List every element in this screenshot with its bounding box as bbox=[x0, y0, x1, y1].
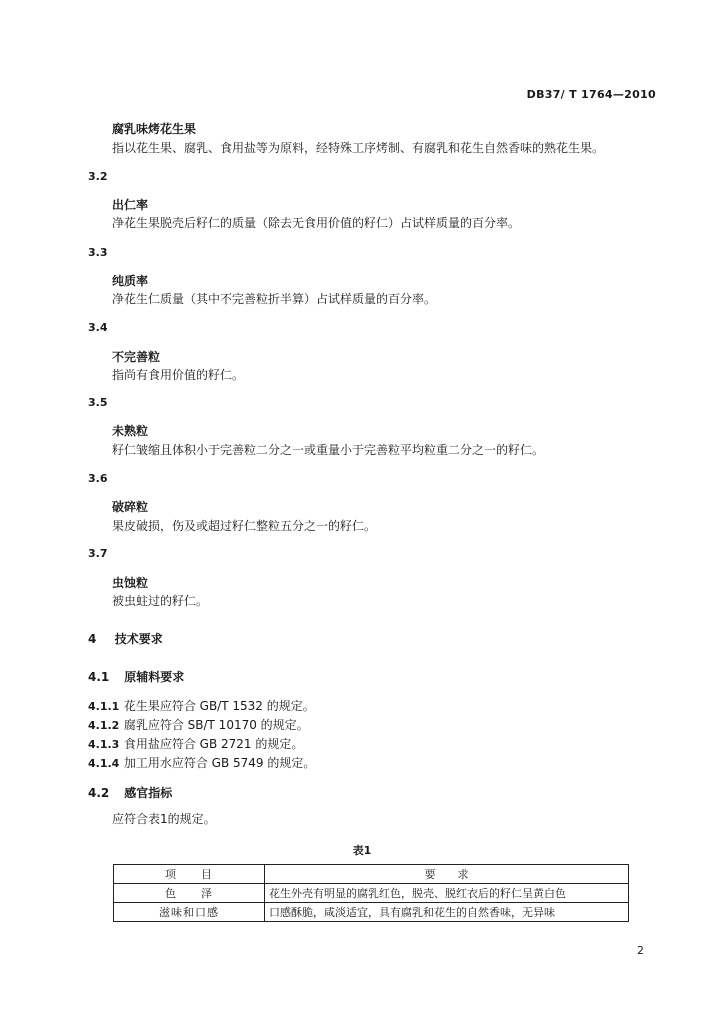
term-title: 未熟粒 bbox=[112, 424, 149, 438]
clause-number: 3.4 bbox=[88, 321, 108, 334]
item-text: 腐乳应符合 SB/T 10170 的规定。 bbox=[123, 718, 309, 732]
item-text: 食用盐应符合 GB 2721 的规定。 bbox=[123, 737, 304, 751]
clause-number: 3.5 bbox=[88, 396, 108, 409]
section-heading bbox=[88, 630, 163, 647]
clause-number: 3.6 bbox=[88, 472, 108, 485]
paragraph: 应符合表1的规定。 bbox=[112, 812, 216, 826]
item-text: 花生果应符合 GB/T 1532 的规定。 bbox=[123, 699, 315, 713]
section-number: 4 bbox=[88, 632, 97, 646]
section-title: 技术要求 bbox=[114, 632, 163, 646]
list-item bbox=[88, 754, 315, 771]
term-definition: 净花生果脱壳后籽仁的质量（除去无食用价值的籽仁）占试样质量的百分率。 bbox=[112, 216, 521, 230]
subsection-heading bbox=[88, 668, 184, 685]
list-item bbox=[88, 735, 303, 752]
subsection-number: 4.1 bbox=[88, 670, 110, 684]
item-number: 4.1.4 bbox=[88, 757, 120, 770]
table-caption: 表1 bbox=[352, 844, 372, 857]
subsection-number: 4.2 bbox=[88, 786, 110, 800]
term-definition: 净花生仁质量（其中不完善粒折半算）占试样质量的百分率。 bbox=[112, 292, 437, 306]
item-number: 4.1.1 bbox=[88, 700, 120, 713]
list-item bbox=[88, 697, 315, 714]
term-title: 出仁率 bbox=[112, 198, 149, 212]
item-text: 加工用水应符合 GB 5749 的规定。 bbox=[123, 756, 316, 770]
table-header-cell: 要 求 bbox=[265, 865, 629, 884]
term-title: 不完善粒 bbox=[112, 350, 161, 364]
subsection-title: 感官指标 bbox=[124, 786, 173, 800]
document-code: DB37/ T 1764—2010 bbox=[526, 88, 656, 101]
clause-number: 3.3 bbox=[88, 246, 108, 259]
term-title: 虫蚀粒 bbox=[112, 576, 149, 590]
term-title: 腐乳味烤花生果 bbox=[112, 122, 197, 136]
term-definition: 被虫蛀过的籽仁。 bbox=[112, 594, 209, 608]
term-definition: 指尚有食用价值的籽仁。 bbox=[112, 368, 245, 382]
subsection-title: 原辅料要求 bbox=[124, 670, 185, 684]
term-definition: 籽仁皱缩且体积小于完善粒二分之一或重量小于完善粒平均粒重二分之一的籽仁。 bbox=[112, 443, 545, 457]
table-row bbox=[114, 903, 629, 922]
term-title: 破碎粒 bbox=[112, 500, 149, 514]
table-row bbox=[114, 884, 629, 903]
table-cell: 花生外壳有明显的腐乳红色，脱壳、脱红衣后的籽仁呈黄白色 bbox=[265, 884, 629, 903]
clause-number: 3.7 bbox=[88, 547, 108, 560]
table-cell: 色 泽 bbox=[114, 884, 265, 903]
item-number: 4.1.2 bbox=[88, 719, 120, 732]
table-header-row bbox=[114, 865, 629, 884]
table-header-cell: 项 目 bbox=[114, 865, 265, 884]
table-cell: 滋味和口感 bbox=[114, 903, 265, 922]
clause-number: 3.2 bbox=[88, 170, 108, 183]
subsection-heading bbox=[88, 784, 172, 801]
table-cell: 口感酥脆，咸淡适宜，具有腐乳和花生的自然香味，无异味 bbox=[265, 903, 629, 922]
term-definition: 果皮破损，伤及或超过籽仁整粒五分之一的籽仁。 bbox=[112, 519, 377, 533]
term-definition: 指以花生果、腐乳、食用盐等为原料，经特殊工序烤制、有腐乳和花生自然香味的熟花生果。 bbox=[112, 141, 605, 155]
list-item bbox=[88, 716, 309, 733]
page-number: 2 bbox=[637, 944, 644, 957]
sensory-table bbox=[113, 864, 629, 922]
term-title: 纯质率 bbox=[112, 274, 149, 288]
item-number: 4.1.3 bbox=[88, 738, 120, 751]
